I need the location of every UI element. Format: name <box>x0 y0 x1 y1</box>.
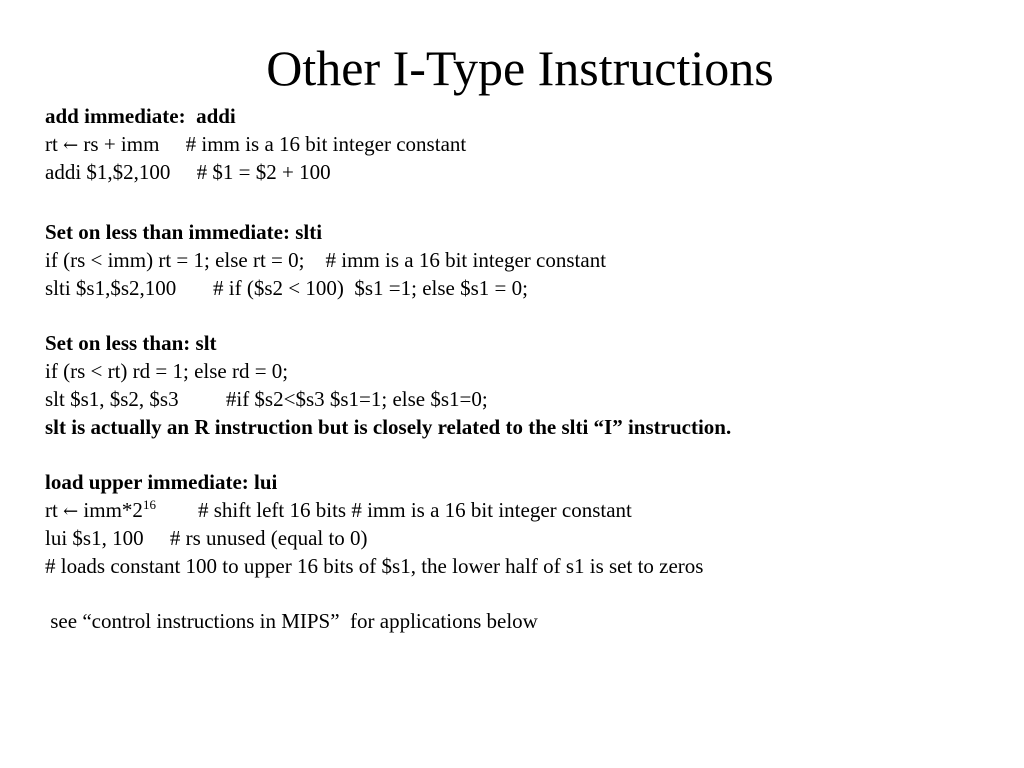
addi-semantics-suffix: rs + imm # imm is a 16 bit integer constant <box>78 132 467 156</box>
section-spacer <box>45 580 1005 607</box>
lui-section <box>45 468 1005 580</box>
slt-heading: Set on less than: slt <box>45 331 217 355</box>
lui-explanation: # loads constant 100 to upper 16 bits of $s1, the lower half of s1 is set to zeros <box>45 554 704 578</box>
slt-semantics: if (rs < rt) rd = 1; else rd = 0; <box>45 359 289 383</box>
slti-section <box>45 218 1005 302</box>
lui-semantics <box>45 496 1005 524</box>
lui-semantics-mid: imm*2 <box>78 498 143 522</box>
slide-footer-note: see “control instructions in MIPS” for applications below <box>45 609 538 633</box>
slt-note: slt is actually an R instruction but is closely related to the slti “I” instruction. <box>45 415 732 439</box>
left-arrow-icon: ← <box>63 501 79 522</box>
section-spacer <box>45 302 1005 329</box>
lui-semantics-suffix: # shift left 16 bits # imm is a 16 bit integer constant <box>155 498 632 522</box>
addi-heading: add immediate: addi <box>45 104 236 128</box>
section-spacer <box>45 186 1005 218</box>
lui-heading: load upper immediate: lui <box>45 470 278 494</box>
section-spacer <box>45 441 1005 468</box>
slide-body <box>45 102 1005 635</box>
slti-heading: Set on less than immediate: slti <box>45 220 323 244</box>
addi-semantics-prefix: rt <box>45 132 64 156</box>
lui-example: lui $s1, 100 # rs unused (equal to 0) <box>45 526 368 550</box>
lui-exponent: 16 <box>142 497 156 512</box>
addi-semantics <box>45 130 1005 158</box>
slt-example: slt $s1, $s2, $s3 #if $s2<$s3 $s1=1; else $s1=0; <box>45 387 488 411</box>
slti-semantics: if (rs < imm) rt = 1; else rt = 0; # imm is a 16 bit integer constant <box>45 248 607 272</box>
left-arrow-icon: ← <box>63 135 79 156</box>
lui-semantics-prefix: rt <box>45 498 64 522</box>
addi-section <box>45 102 1005 186</box>
slti-example: slti $s1,$s2,100 # if ($s2 < 100) $s1 =1; else $s1 = 0; <box>45 276 528 300</box>
slt-section <box>45 329 1005 441</box>
addi-example: addi $1,$2,100 # $1 = $2 + 100 <box>45 160 331 184</box>
slide-title: Other I-Type Instructions <box>266 40 774 96</box>
